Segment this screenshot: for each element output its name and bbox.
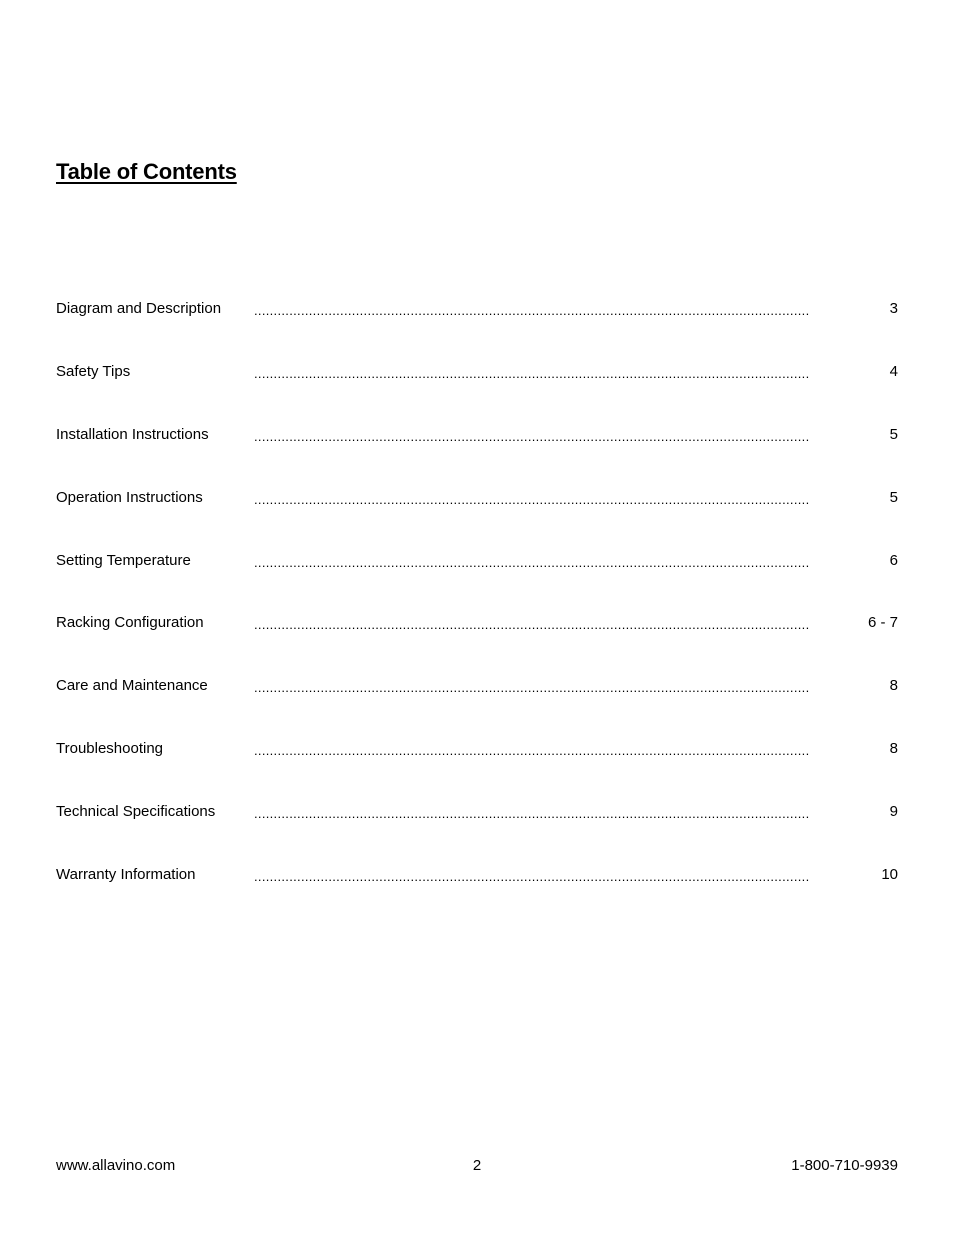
toc-dot-leader: .............................................................................................................................................. — [254, 555, 810, 570]
toc-entry-page: 6 — [889, 552, 898, 569]
toc-entry — [0, 677, 954, 699]
toc-entry — [0, 803, 954, 825]
toc-entry — [0, 866, 954, 888]
toc-entry — [0, 740, 954, 762]
toc-entry-page: 5 — [889, 489, 898, 506]
toc-entry-label: Operation Instructions — [56, 489, 203, 506]
footer-phone: 1-800-710-9939 — [791, 1157, 898, 1174]
toc-dot-leader: .............................................................................................................................................. — [254, 680, 810, 695]
toc-entry-page: 3 — [889, 300, 898, 317]
toc-dot-leader: .............................................................................................................................................. — [254, 806, 810, 821]
toc-entry — [0, 489, 954, 511]
toc-entry — [0, 426, 954, 448]
toc-entry-page: 5 — [889, 426, 898, 443]
footer-website: www.allavino.com — [56, 1157, 176, 1174]
footer-page-number: 2 — [472, 1157, 482, 1174]
toc-dot-leader: .............................................................................................................................................. — [254, 617, 810, 632]
toc-entry — [0, 363, 954, 385]
toc-entry — [0, 614, 954, 636]
toc-entry-page: 10 — [881, 866, 898, 883]
toc-entry-label: Care and Maintenance — [56, 677, 208, 694]
toc-entry-label: Safety Tips — [56, 363, 131, 380]
toc-entry — [0, 300, 954, 322]
toc-entry-label: Installation Instructions — [56, 426, 209, 443]
toc-dot-leader: .............................................................................................................................................. — [254, 429, 810, 444]
toc-entry-page: 6 - 7 — [867, 614, 898, 631]
page-title: Table of Contents — [56, 159, 237, 184]
toc-entry-label: Setting Temperature — [56, 552, 191, 569]
toc-entry-label: Troubleshooting — [56, 740, 164, 757]
toc-entry-label: Technical Specifications — [56, 803, 216, 820]
toc-entry-page: 8 — [889, 677, 898, 694]
toc-entry-label: Warranty Information — [56, 866, 196, 883]
toc-dot-leader: .............................................................................................................................................. — [254, 366, 810, 381]
toc-dot-leader: .............................................................................................................................................. — [254, 869, 810, 884]
toc-entry — [0, 552, 954, 574]
toc-entry-label: Diagram and Description — [56, 300, 222, 317]
toc-entry-page: 8 — [889, 740, 898, 757]
toc-entry-page: 4 — [889, 363, 898, 380]
toc-dot-leader: .............................................................................................................................................. — [254, 743, 810, 758]
toc-entry-label: Racking Configuration — [56, 614, 204, 631]
toc-entry-page: 9 — [889, 803, 898, 820]
toc-dot-leader: .............................................................................................................................................. — [254, 492, 810, 507]
toc-dot-leader: .............................................................................................................................................. — [254, 303, 810, 318]
